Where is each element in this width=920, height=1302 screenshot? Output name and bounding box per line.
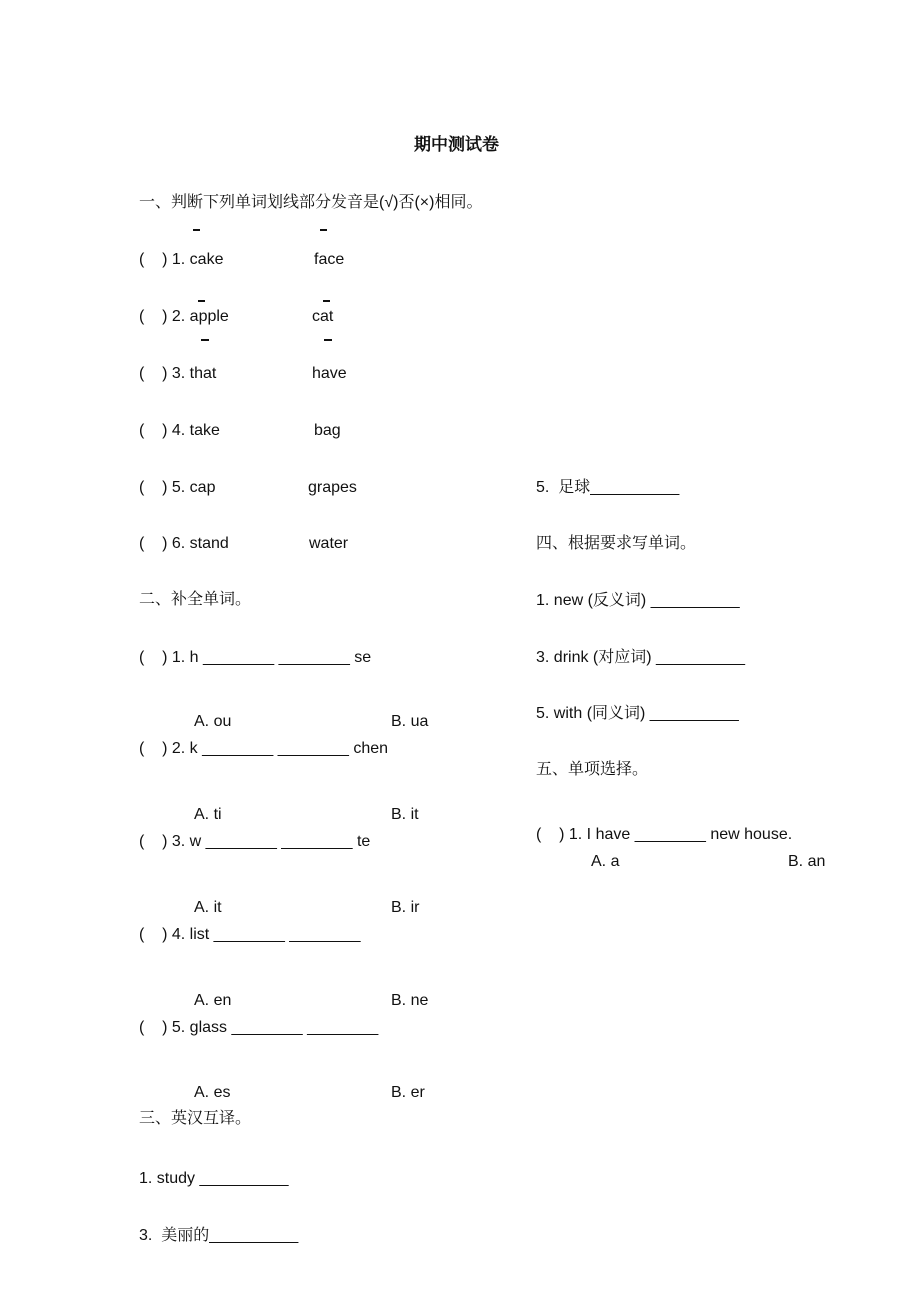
s5-question-1: ( ) 1. I have ________ new house. bbox=[536, 826, 793, 843]
s2-option-1b: B. ua bbox=[391, 713, 429, 730]
s4-item-5: 5. with (同义词) __________ bbox=[536, 705, 739, 722]
s5-option-1a: A. a bbox=[591, 853, 620, 870]
mark-1a bbox=[193, 229, 200, 231]
s1-item-5: ( ) 5. cap bbox=[139, 479, 216, 496]
mark-1b bbox=[320, 229, 327, 231]
s1-item-1: ( ) 1. cake bbox=[139, 251, 224, 268]
s2-option-4b: B. ne bbox=[391, 992, 429, 1009]
section-5-heading: 五、单项选择。 bbox=[536, 761, 649, 778]
page-title: 期中测试卷 bbox=[414, 135, 499, 154]
mark-3a bbox=[201, 339, 209, 341]
s1-item-4-word2: bag bbox=[314, 422, 341, 439]
s2-option-3a: A. it bbox=[194, 899, 222, 916]
s1-item-3: ( ) 3. that bbox=[139, 365, 217, 382]
s5-option-1b: B. an bbox=[788, 853, 826, 870]
section-4-heading: 四、根据要求写单词。 bbox=[536, 535, 697, 552]
s2-option-5b: B. er bbox=[391, 1084, 425, 1101]
s2-question-4: ( ) 4. list ________ ________ bbox=[139, 926, 361, 943]
s1-item-4: ( ) 4. take bbox=[139, 422, 220, 439]
s3-item-5: 5. 足球__________ bbox=[536, 479, 680, 496]
s2-question-5: ( ) 5. glass ________ ________ bbox=[139, 1019, 379, 1036]
s2-option-2a: A. ti bbox=[194, 806, 222, 823]
s1-item-2-word2: cat bbox=[312, 308, 334, 325]
s1-item-3-word2: have bbox=[312, 365, 347, 382]
s2-question-3: ( ) 3. w ________ ________ te bbox=[139, 833, 371, 850]
s1-item-6-word2: water bbox=[309, 535, 349, 552]
s2-option-4a: A. en bbox=[194, 992, 232, 1009]
section-2-heading: 二、补全单词。 bbox=[139, 591, 252, 608]
s4-item-3: 3. drink (对应词) __________ bbox=[536, 649, 746, 666]
s1-item-6: ( ) 6. stand bbox=[139, 535, 229, 552]
mark-3b bbox=[324, 339, 332, 341]
s1-item-2: ( ) 2. apple bbox=[139, 308, 229, 325]
s2-question-2: ( ) 2. k ________ ________ chen bbox=[139, 740, 389, 757]
mark-2b bbox=[323, 300, 330, 302]
s2-option-2b: B. it bbox=[391, 806, 419, 823]
s1-item-1-word2: face bbox=[314, 251, 345, 268]
s3-item-3: 3. 美丽的__________ bbox=[139, 1227, 299, 1244]
s2-question-1: ( ) 1. h ________ ________ se bbox=[139, 649, 372, 666]
s1-item-5-word2: grapes bbox=[308, 479, 357, 496]
s2-option-1a: A. ou bbox=[194, 713, 232, 730]
s2-option-3b: B. ir bbox=[391, 899, 420, 916]
s3-item-1: 1. study __________ bbox=[139, 1170, 289, 1187]
s4-item-1: 1. new (反义词) __________ bbox=[536, 592, 740, 609]
section-1-heading: 一、判断下列单词划线部分发音是(√)否(×)相同。 bbox=[139, 194, 483, 211]
s2-option-5a: A. es bbox=[194, 1084, 231, 1101]
mark-2a bbox=[198, 300, 205, 302]
section-3-heading: 三、英汉互译。 bbox=[139, 1110, 252, 1127]
